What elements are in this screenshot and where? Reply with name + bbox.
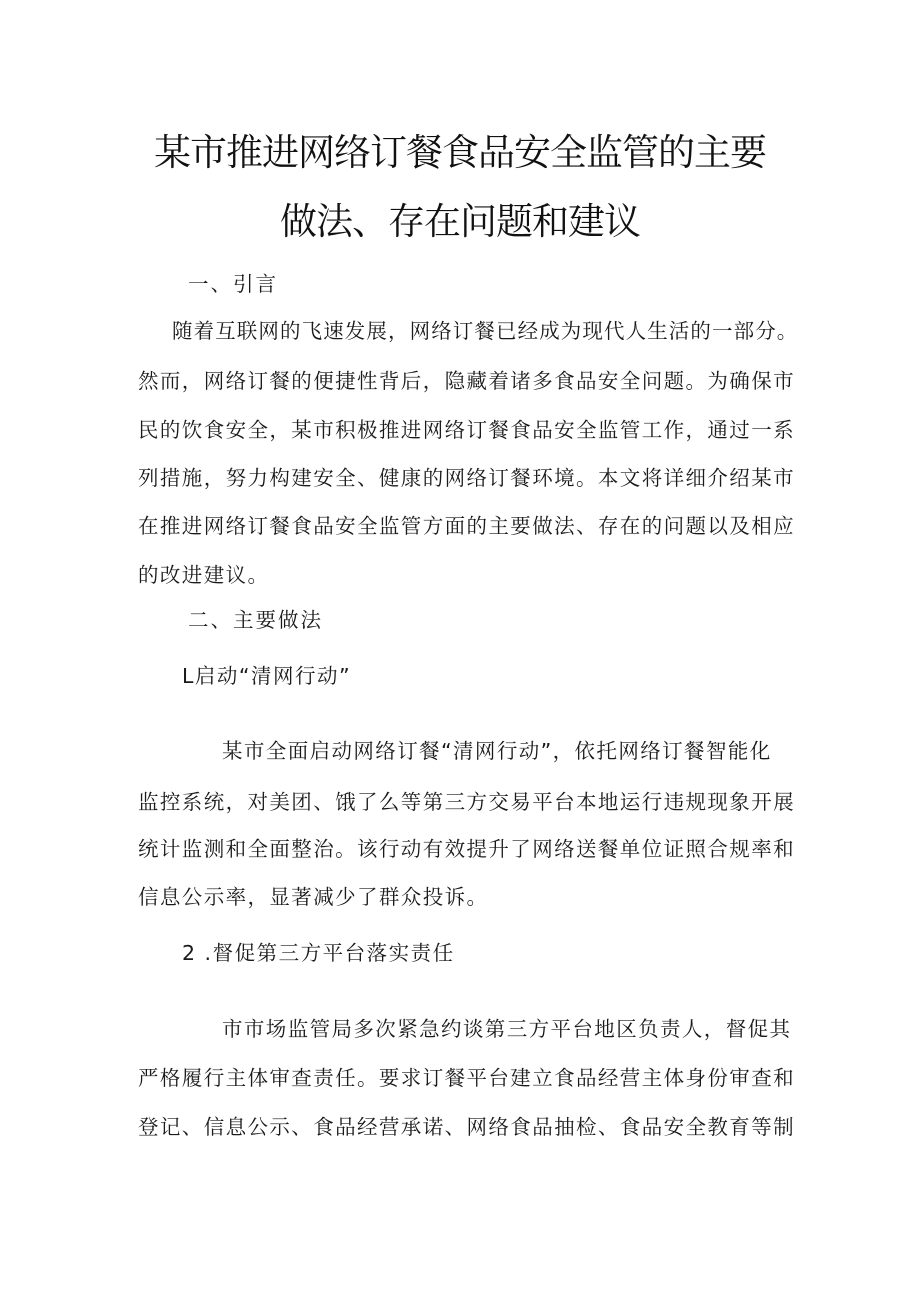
section-heading-main-practices: 二、主要做法	[188, 608, 323, 632]
item1-paragraph-line: 监控系统，对美团、饿了么等第三方交易平台本地运行违规现象开展	[138, 790, 795, 814]
intro-paragraph-line: 的改进建议。	[138, 563, 270, 587]
item-heading-2: 2 .督促第三方平台落实责任	[182, 941, 455, 965]
item2-paragraph-line: 市市场监管局多次紧急约谈第三方平台地区负责人，督促其	[222, 1017, 792, 1041]
intro-paragraph-line: 然而，网络订餐的便捷性背后，隐藏着诸多食品安全问题。为确保市	[138, 369, 795, 393]
item1-paragraph-line: 某市全面启动网络订餐“清网行动”，依托网络订餐智能化	[222, 739, 772, 763]
item1-paragraph-line: 信息公示率，显著减少了群众投诉。	[138, 885, 489, 909]
item-heading-1: L启动“清网行动”	[182, 664, 352, 688]
item2-paragraph-line: 登记、信息公示、食品经营承诺、网络食品抽检、食品安全教育等制	[138, 1115, 795, 1139]
document-title-line-1: 某市推进网络订餐食品安全监管的主要	[154, 131, 766, 174]
intro-paragraph-line: 列措施，努力构建安全、健康的网络订餐环境。本文将详细介绍某市	[138, 466, 795, 490]
section-heading-introduction: 一、引言	[188, 272, 278, 296]
document-title-line-2: 做法、存在问题和建议	[280, 200, 640, 243]
intro-paragraph-line: 随着互联网的飞速发展，网络订餐已经成为现代人生活的一部分。	[172, 319, 799, 343]
intro-paragraph-line: 民的饮食安全，某市积极推进网络订餐食品安全监管工作，通过一系	[138, 418, 795, 442]
item1-paragraph-line: 统计监测和全面整治。该行动有效提升了网络送餐单位证照合规率和	[138, 837, 795, 861]
item2-paragraph-line: 严格履行主体审查责任。要求订餐平台建立食品经营主体身份审查和	[138, 1066, 795, 1090]
intro-paragraph-line: 在推进网络订餐食品安全监管方面的主要做法、存在的问题以及相应	[138, 514, 795, 538]
